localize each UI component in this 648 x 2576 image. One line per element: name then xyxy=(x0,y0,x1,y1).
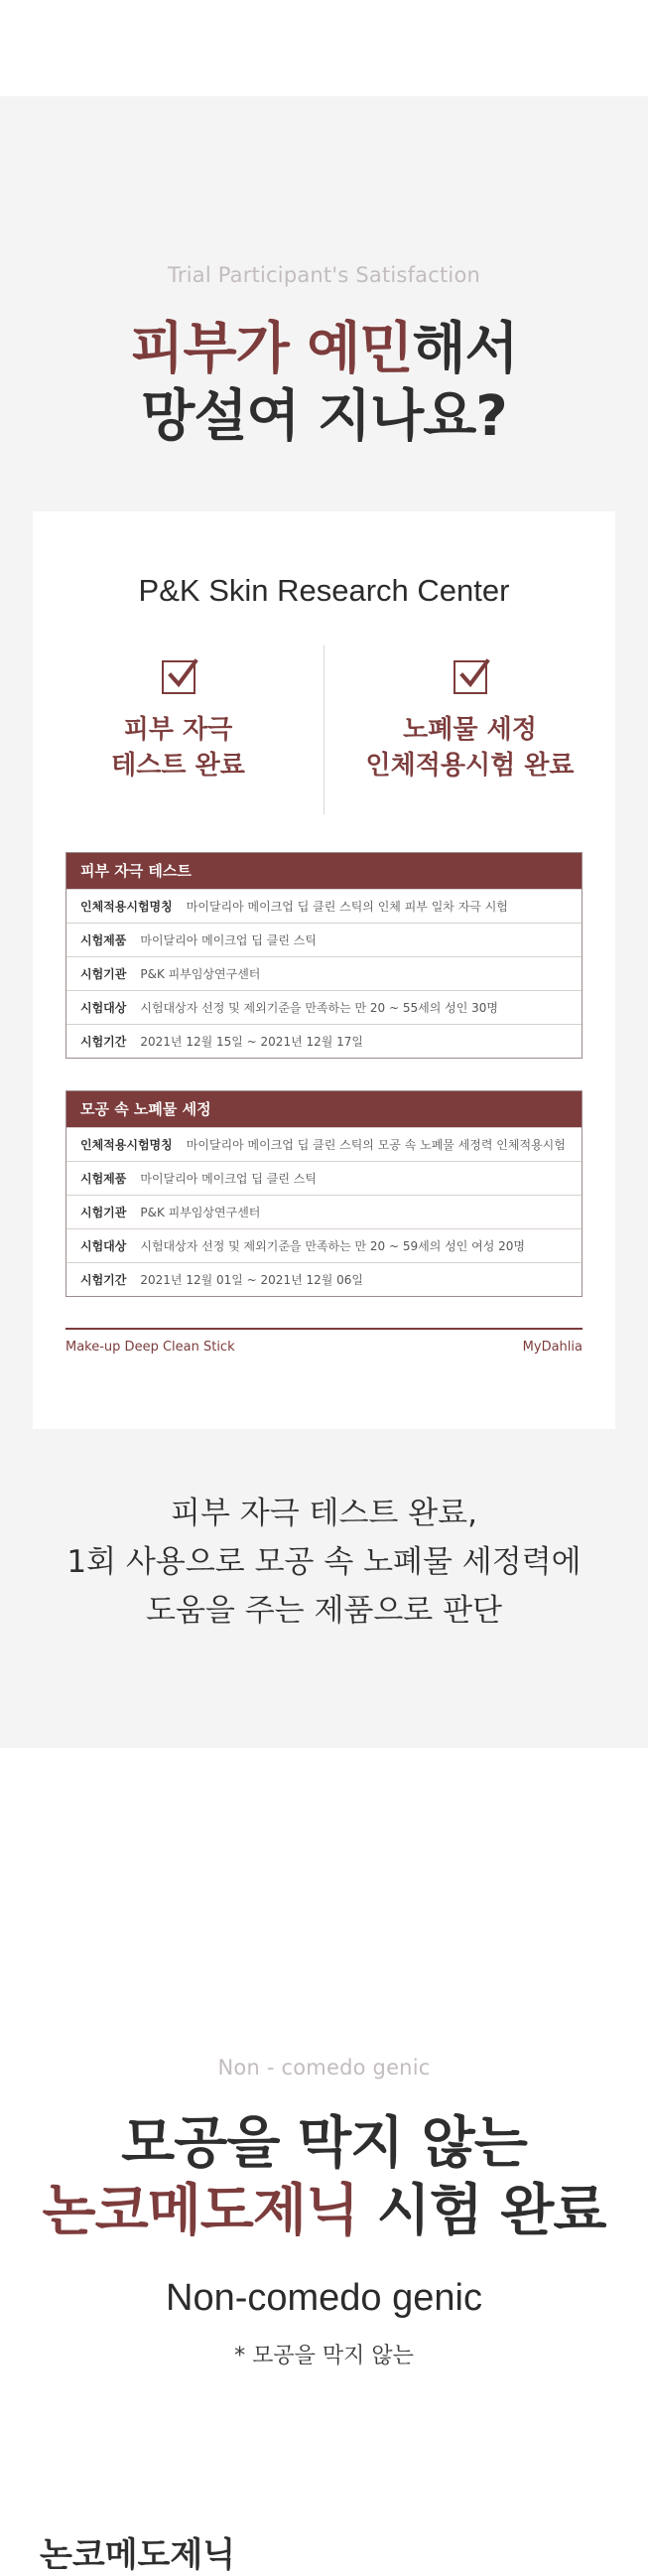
row-value: 시험대상자 선정 및 제외기준을 만족하는 만 20 ~ 59세의 성인 여성 20명 xyxy=(140,1239,525,1253)
right-col-text xyxy=(324,712,615,784)
row-key: 시험대상 xyxy=(80,1001,127,1015)
row-key: 시험기간 xyxy=(80,1273,127,1287)
card-footer-divider xyxy=(65,1328,583,1330)
right-col-line2: 인체적용시험 완료 xyxy=(365,751,575,781)
irritation-test-table xyxy=(65,852,583,1059)
right-col-line1: 노폐물 세정 xyxy=(403,715,537,745)
table-row xyxy=(66,923,582,956)
table-header: 모공 속 노폐물 세정 xyxy=(66,1091,582,1127)
checkbox-checked-icon xyxy=(454,660,487,694)
card-title: P&K Skin Research Center xyxy=(138,573,510,608)
brand-name: MyDahlia xyxy=(522,1340,583,1355)
row-key: 시험제품 xyxy=(80,1172,127,1186)
table-row xyxy=(66,1127,582,1161)
table-row xyxy=(66,1228,582,1262)
table-row xyxy=(66,1195,582,1228)
row-value: 2021년 12월 01일 ~ 2021년 12월 06일 xyxy=(140,1273,364,1287)
headline-rest: 해서 xyxy=(412,317,518,381)
summary-text xyxy=(0,1490,648,1636)
table-row xyxy=(66,956,582,990)
section1-eyebrow: Trial Participant's Satisfaction xyxy=(167,263,481,287)
row-value: 마이달리아 메이크업 딥 클린 스틱 xyxy=(140,933,317,947)
checkbox-checked-icon xyxy=(162,660,195,694)
table-row xyxy=(66,1161,582,1195)
summary-line1: 피부 자극 테스트 완료, xyxy=(171,1496,477,1531)
left-col-text xyxy=(33,712,324,784)
row-key: 인체적용시험명칭 xyxy=(80,1138,173,1152)
table-row xyxy=(66,1262,582,1296)
row-value: 2021년 12월 15일 ~ 2021년 12월 17일 xyxy=(140,1035,364,1049)
section1-headline xyxy=(0,316,648,451)
row-value: 시험대상자 선정 및 제외기준을 만족하는 만 20 ~ 55세의 성인 30명 xyxy=(140,1001,499,1015)
row-value: P&K 피부임상연구센터 xyxy=(140,1206,261,1219)
cleansing-test-badge xyxy=(324,660,615,784)
row-key: 인체적용시험명칭 xyxy=(80,900,173,914)
left-col-line2: 테스트 완료 xyxy=(111,751,245,781)
research-card xyxy=(33,511,615,1429)
headline-rest: 시험 완료 xyxy=(358,2179,606,2243)
headline-line1 xyxy=(0,316,648,383)
table-row xyxy=(66,1024,582,1058)
table-header: 피부 자극 테스트 xyxy=(66,853,582,889)
headline-line2 xyxy=(0,2178,648,2245)
top-spacer xyxy=(0,0,648,96)
cutoff-heading: 논코메도제닉 xyxy=(40,2535,236,2575)
headline-accent: 피부가 예민 xyxy=(130,317,413,381)
row-value: P&K 피부임상연구센터 xyxy=(140,967,261,981)
row-value: 마이달리아 메이크업 딥 클린 스틱 xyxy=(140,1172,317,1186)
table-row xyxy=(66,889,582,923)
section2-headline xyxy=(0,2110,648,2245)
headline-line2: 망설여 지나요? xyxy=(141,384,507,449)
row-key: 시험제품 xyxy=(80,933,127,947)
row-value: 마이달리아 메이크업 딥 클린 스틱의 모공 속 노폐물 세정력 인체적용시험 xyxy=(186,1138,566,1152)
summary-line2: 1회 사용으로 모공 속 노폐물 세정력에 xyxy=(66,1544,582,1580)
table-row xyxy=(66,990,582,1024)
headline-accent: 논코메도제닉 xyxy=(42,2179,359,2243)
cleansing-test-table xyxy=(65,1090,583,1297)
section2-note: * 모공을 막지 않는 xyxy=(234,2344,414,2368)
product-name: Make-up Deep Clean Stick xyxy=(65,1340,235,1355)
summary-line3: 도움을 주는 제품으로 판단 xyxy=(146,1593,502,1629)
row-value: 마이달리아 메이크업 딥 클린 스틱의 인체 피부 일차 자극 시험 xyxy=(186,900,508,914)
row-key: 시험대상 xyxy=(80,1239,127,1253)
left-col-line1: 피부 자극 xyxy=(123,715,233,745)
section2-subtitle: Non-comedo genic xyxy=(166,2277,482,2319)
row-key: 시험기관 xyxy=(80,1206,127,1219)
headline-line1: 모공을 막지 않는 xyxy=(121,2111,527,2176)
row-key: 시험기관 xyxy=(80,967,127,981)
row-key: 시험기간 xyxy=(80,1035,127,1049)
skin-irritation-badge xyxy=(33,660,324,784)
section2-eyebrow: Non - comedo genic xyxy=(217,2056,431,2079)
